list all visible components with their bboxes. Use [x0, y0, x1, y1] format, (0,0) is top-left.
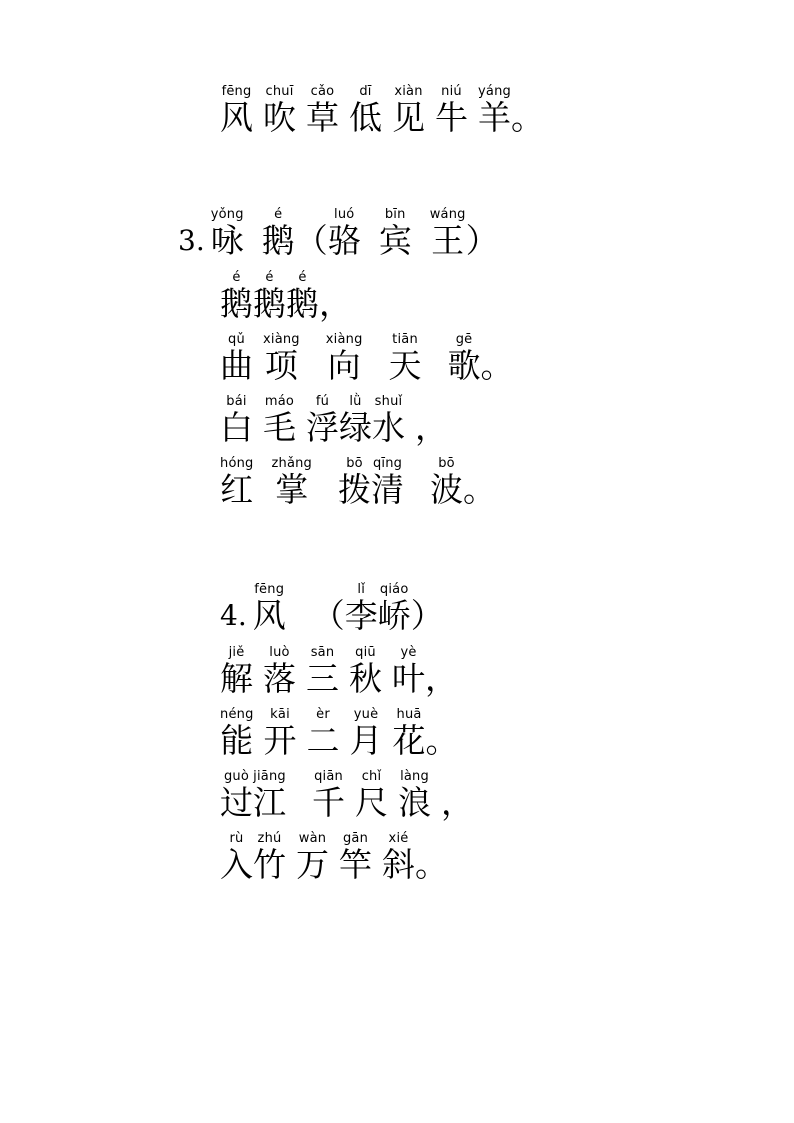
hanzi: 宾: [378, 221, 412, 260]
ruby-unit: [220, 769, 253, 822]
hanzi: 波: [430, 470, 464, 509]
pinyin: fú: [315, 394, 330, 409]
pinyin: làng: [400, 769, 429, 784]
pinyin: máo: [264, 394, 295, 409]
hanzi: 李: [344, 596, 378, 635]
ruby-unit: [264, 707, 297, 760]
hanzi: 吹: [263, 98, 296, 137]
hanzi: 水: [372, 408, 405, 447]
hanzi: 峤: [377, 596, 411, 635]
pinyin: chuī: [265, 84, 294, 99]
pinyin: huā: [396, 707, 422, 722]
hanzi: 白: [220, 408, 253, 447]
ruby-unit: [220, 831, 253, 884]
ruby-unit: [326, 332, 363, 385]
pinyin: yuè: [353, 707, 379, 722]
ruby-unit: [220, 456, 253, 509]
hanzi: 斜: [382, 845, 415, 884]
hanzi: 拨: [338, 470, 372, 509]
pinyin: luò: [269, 645, 290, 660]
ruby-unit: [211, 207, 244, 260]
pinyin: é: [265, 270, 274, 285]
ruby-unit: [355, 769, 388, 822]
hanzi: 鹅: [286, 284, 319, 323]
ruby-unit: [307, 707, 340, 760]
pinyin: bīn: [384, 207, 406, 222]
hanzi: 羊: [478, 98, 511, 137]
punctuation: 。: [511, 98, 544, 137]
ruby-unit: [478, 84, 511, 137]
poem4-title-line: [220, 582, 444, 635]
hanzi: 王: [431, 221, 465, 260]
hanzi: 千: [312, 783, 345, 822]
pinyin: bái: [226, 394, 247, 409]
ruby-unit: [220, 394, 253, 447]
poem-number: 4.: [220, 599, 247, 632]
ruby-unit: [350, 707, 383, 760]
pinyin: chǐ: [361, 769, 382, 784]
ruby-unit: [306, 645, 339, 698]
pinyin: é: [232, 270, 241, 285]
pinyin: é: [298, 270, 307, 285]
pinyin: guò: [223, 769, 250, 784]
poem3-line-2: [220, 332, 514, 385]
ruby-unit: [392, 645, 425, 698]
pinyin: shuǐ: [374, 394, 403, 409]
pinyin: xiàng: [263, 332, 300, 347]
pinyin: bō: [346, 456, 363, 471]
hanzi: 花: [392, 721, 426, 760]
punctuation: ，: [441, 783, 474, 822]
poem3-title-line: [178, 207, 499, 260]
poem4-line-4: [220, 831, 448, 884]
hanzi: 天: [388, 346, 422, 385]
hanzi: 骆: [327, 221, 361, 260]
ruby-unit: [392, 84, 425, 137]
hanzi: 歌: [447, 346, 481, 385]
ruby-unit: [263, 645, 296, 698]
ruby-unit: [253, 769, 286, 822]
hanzi: 鹅: [261, 221, 295, 260]
poem3-line-1: [220, 270, 352, 323]
hanzi: 秋: [349, 659, 382, 698]
hanzi: 解: [220, 659, 253, 698]
punctuation: 。: [415, 845, 448, 884]
ruby-unit: [253, 270, 286, 323]
ruby-unit: [371, 456, 404, 509]
ruby-unit: [378, 582, 411, 635]
ruby-unit: [393, 707, 426, 760]
ruby-unit: [220, 645, 253, 698]
punctuation: ，: [319, 284, 352, 323]
punctuation: 。: [480, 346, 514, 385]
close-paren: ）: [410, 596, 444, 635]
pinyin: lǜ: [349, 394, 362, 409]
pinyin: niú: [441, 84, 462, 99]
ruby-unit: [382, 831, 415, 884]
poem3-line-4: [220, 456, 496, 509]
ruby-unit: [263, 332, 300, 385]
ruby-unit: [220, 332, 253, 385]
ruby-unit: [339, 394, 372, 447]
ruby-unit: [271, 456, 312, 509]
hanzi: 尺: [355, 783, 388, 822]
ruby-unit: [253, 582, 286, 635]
hanzi: 红: [220, 470, 254, 509]
ruby-unit: [296, 831, 329, 884]
pinyin: zhǎng: [271, 456, 313, 471]
pinyin: xiàng: [325, 332, 363, 347]
hanzi: 二: [306, 721, 340, 760]
punctuation: ，: [425, 659, 458, 698]
pinyin: hóng: [220, 456, 254, 471]
hanzi: 月: [349, 721, 383, 760]
hanzi: 鹅: [220, 284, 253, 323]
ruby-unit: [398, 769, 431, 822]
pinyin: xié: [388, 831, 409, 846]
pinyin: qiáo: [379, 582, 409, 597]
hanzi: 浪: [398, 783, 431, 822]
hanzi: 竿: [339, 845, 372, 884]
hanzi: 清: [371, 470, 405, 509]
poem4-line-1: [220, 645, 458, 698]
pinyin: lǐ: [357, 582, 366, 597]
ruby-unit: [328, 207, 361, 260]
hanzi: 浮: [306, 408, 339, 447]
ruby-unit: [430, 456, 463, 509]
pinyin: jiě: [228, 645, 245, 660]
pinyin: gē: [455, 332, 473, 347]
ruby-unit: [389, 332, 422, 385]
hanzi: 入: [220, 845, 253, 884]
hanzi: 低: [349, 98, 382, 137]
ruby-unit: [448, 332, 481, 385]
ruby-unit: [345, 582, 378, 635]
hanzi: 三: [306, 659, 339, 698]
ruby-unit: [372, 394, 405, 447]
pinyin: èr: [316, 707, 330, 722]
punctuation: 。: [425, 721, 459, 760]
ruby-unit: [430, 207, 466, 260]
punctuation: 。: [463, 470, 497, 509]
pinyin: qiān: [314, 769, 343, 784]
hanzi: 风: [220, 98, 253, 137]
poem4-line-2: [220, 707, 459, 760]
hanzi: 开: [263, 721, 297, 760]
ruby-unit: [263, 84, 296, 137]
pinyin: yáng: [478, 84, 511, 99]
pinyin: rù: [229, 831, 244, 846]
pinyin: cǎo: [310, 84, 335, 99]
hanzi: 叶: [392, 659, 425, 698]
pinyin: kāi: [270, 707, 290, 722]
ruby-unit: [306, 394, 339, 447]
hanzi: 草: [306, 98, 339, 137]
hanzi: 江: [253, 783, 286, 822]
pinyin: fēng: [254, 582, 285, 597]
ruby-unit: [253, 831, 286, 884]
poem-fragment-line: [220, 84, 544, 137]
ruby-unit: [349, 645, 382, 698]
punctuation: ，: [415, 408, 448, 447]
open-paren: （: [311, 596, 345, 635]
hanzi: 绿: [339, 408, 372, 447]
pinyin: qiū: [355, 645, 376, 660]
hanzi: 曲: [220, 346, 253, 385]
ruby-unit: [349, 84, 382, 137]
pinyin: zhú: [257, 831, 282, 846]
pinyin: luó: [334, 207, 355, 222]
pinyin: néng: [220, 707, 254, 722]
ruby-unit: [220, 707, 254, 760]
hanzi: 风: [252, 596, 286, 635]
ruby-unit: [262, 207, 295, 260]
ruby-unit: [379, 207, 412, 260]
hanzi: 过: [220, 783, 253, 822]
pinyin: qǔ: [228, 332, 245, 347]
poem4-line-3: [220, 769, 474, 822]
hanzi: 见: [392, 98, 425, 137]
hanzi: 牛: [435, 98, 468, 137]
pinyin: jiāng: [253, 769, 286, 784]
hanzi: 掌: [275, 470, 309, 509]
ruby-unit: [306, 84, 339, 137]
hanzi: 鹅: [253, 284, 286, 323]
ruby-unit: [263, 394, 296, 447]
ruby-unit: [220, 270, 253, 323]
ruby-unit: [312, 769, 345, 822]
ruby-unit: [339, 831, 372, 884]
ruby-unit: [286, 270, 319, 323]
pinyin: bō: [438, 456, 455, 471]
hanzi: 毛: [263, 408, 296, 447]
pinyin: tiān: [392, 332, 418, 347]
pinyin: dī: [359, 84, 372, 99]
pinyin: fēng: [221, 84, 252, 99]
close-paren: ）: [465, 221, 499, 260]
poem3-line-3: [220, 394, 448, 447]
hanzi: 项: [264, 346, 298, 385]
pinyin: é: [274, 207, 283, 222]
pinyin: yǒng: [210, 207, 244, 222]
pinyin: qīng: [372, 456, 403, 471]
pinyin: gān: [342, 831, 369, 846]
ruby-unit: [220, 84, 253, 137]
hanzi: 落: [263, 659, 296, 698]
hanzi: 向: [327, 346, 361, 385]
pinyin: xiàn: [394, 84, 423, 99]
poem-number: 3.: [178, 224, 205, 257]
hanzi: 竹: [253, 845, 286, 884]
hanzi: 万: [296, 845, 329, 884]
pinyin: wáng: [429, 207, 466, 222]
open-paren: （: [294, 221, 328, 260]
pinyin: yè: [400, 645, 417, 660]
hanzi: 咏: [210, 221, 244, 260]
hanzi: 能: [220, 721, 254, 760]
ruby-unit: [338, 456, 371, 509]
pinyin: wàn: [298, 831, 327, 846]
ruby-unit: [435, 84, 468, 137]
pinyin: sān: [310, 645, 335, 660]
